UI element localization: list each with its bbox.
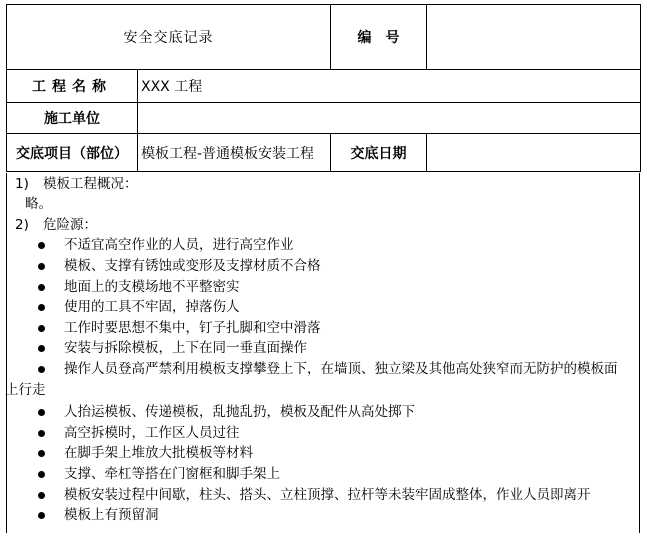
bullet-icon <box>38 430 45 437</box>
bullet-icon <box>38 325 45 332</box>
section2-title: 危险源： <box>43 217 97 233</box>
section1-number: 1) <box>15 176 29 192</box>
hazard-item: 模板、支撑有锈蚀或变形及支撑材质不合格 <box>64 258 321 274</box>
hazard-item: 操作人员登高严禁利用模板支撑攀登上下，在墙顶、独立梁及其他高处狭窄而无防护的模板面 <box>64 361 618 377</box>
bullet-icon <box>38 512 45 519</box>
hazard-item: 安装与拆除模板，上下在同一垂直面操作 <box>64 340 307 356</box>
bullet-icon <box>38 284 45 291</box>
bullet-icon <box>38 263 45 270</box>
bullet-icon <box>38 471 45 478</box>
bullet-icon <box>38 242 45 249</box>
construction-unit-label: 施工单位 <box>7 103 138 134</box>
briefing-date-value[interactable] <box>427 134 641 172</box>
bullet-icon <box>38 409 45 416</box>
section2-number: 2) <box>15 217 29 233</box>
hazard-item: 模板安装过程中间歇，柱头、搭头、立柱顶撑、拉杆等未装牢固成整体，作业人员即离开 <box>64 487 591 503</box>
bullet-icon <box>38 450 45 457</box>
hazard-item: 使用的工具不牢固，掉落伤人 <box>64 299 240 315</box>
bullet-icon <box>38 304 45 311</box>
hazard-item: 地面上的支模场地不平整密实 <box>64 279 240 295</box>
section1-title: 模板工程概况： <box>43 176 138 192</box>
header-table <box>6 4 641 172</box>
hazard-item: 不适宜高空作业的人员，进行高空作业 <box>64 237 294 253</box>
bullet-icon <box>38 345 45 352</box>
briefing-item-value[interactable]: 模板工程-普通模板安装工程 <box>138 134 331 172</box>
hazard-item: 工作时要思想不集中，钉子扎脚和空中滑落 <box>64 320 321 336</box>
briefing-content <box>6 173 640 533</box>
hazard-item: 支撑、牵杠等搭在门窗框和脚手架上 <box>64 466 280 482</box>
briefing-item-label: 交底项目（部位） <box>7 134 138 172</box>
project-name-label: 工程名称 <box>7 70 138 103</box>
briefing-date-label: 交底日期 <box>331 134 427 172</box>
bullet-icon <box>38 492 45 499</box>
hazard-item: 人抬运模板、传递模板，乱抛乱扔，模板及配件从高处掷下 <box>64 404 415 420</box>
bullet-icon <box>38 366 45 373</box>
hazard-item: 在脚手架上堆放大批模板等材料 <box>64 445 253 461</box>
number-label: 编 号 <box>331 5 427 70</box>
hazard-item-continuation: 上行走 <box>5 382 46 398</box>
document-title: 安全交底记录 <box>7 5 331 70</box>
project-name-value[interactable]: XXX 工程 <box>138 70 641 103</box>
construction-unit-value[interactable] <box>138 103 641 134</box>
section1-body: 略。 <box>25 196 52 212</box>
hazard-item: 高空拆模时，工作区人员过往 <box>64 425 240 441</box>
hazard-item: 模板上有预留洞 <box>64 507 159 523</box>
number-value[interactable] <box>427 5 641 70</box>
